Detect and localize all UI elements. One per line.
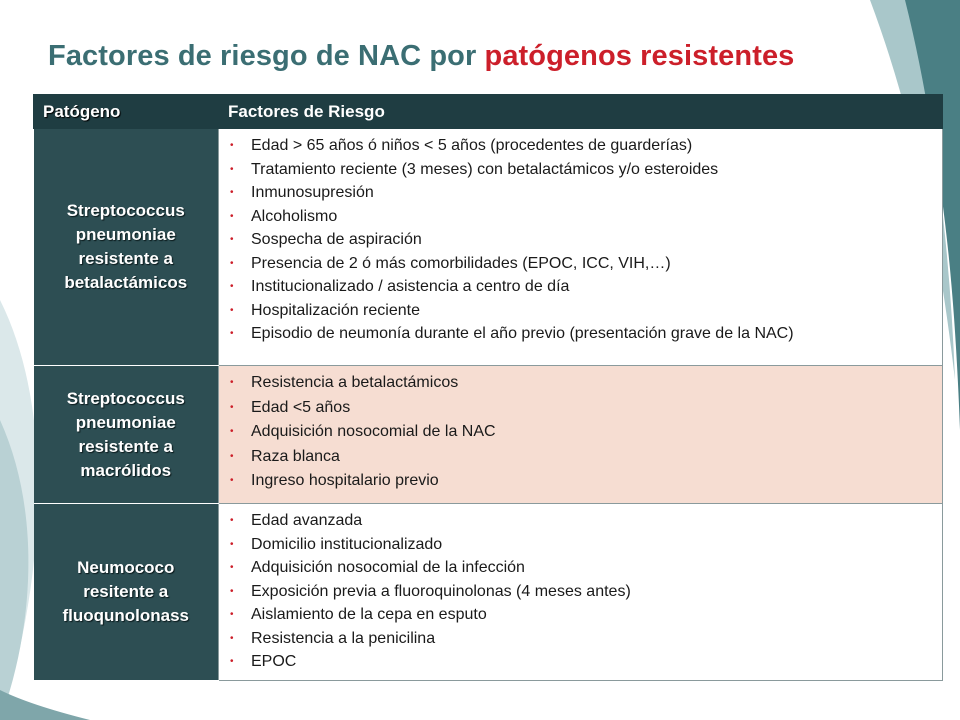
table-row [34, 129, 943, 366]
pathogen-line: Neumococo [77, 558, 175, 577]
pathogen-cell [34, 504, 219, 681]
list-item: • Hospitalización reciente [227, 299, 932, 323]
bottom-left-swoosh [0, 690, 90, 720]
header-pathogen: Patógeno [34, 95, 219, 129]
pathogen-line: pneumoniae [75, 225, 176, 244]
list-item: • Ingreso hospitalario previo [227, 469, 932, 494]
title-accent: patógenos resistentes [484, 40, 795, 72]
header-risk-factors: Factores de Riesgo [219, 95, 943, 129]
list-item: • Adquisición nosocomial de la infección [227, 556, 932, 580]
list-item: • Institucionalizado / asistencia a centro de día [227, 275, 932, 299]
pathogen-line: fluoqunolonass [62, 606, 190, 625]
list-item: • Domicilio institucionalizado [227, 533, 932, 557]
list-item: • Edad <5 años [227, 396, 932, 421]
list-item: • Resistencia a betalactámicos [227, 371, 932, 396]
pathogen-line: resitente a [83, 582, 169, 601]
risk-factor-list [227, 509, 932, 674]
table-header-row [34, 95, 943, 129]
pathogen-line: pneumoniae [75, 412, 176, 432]
list-item: • Sospecha de aspiración [227, 228, 932, 252]
list-item: • Edad > 65 años ó niños < 5 años (procedentes de guarderías) [227, 134, 932, 158]
list-item: • Presencia de 2 ó más comorbilidades (EPOC, ICC, VIH,…) [227, 252, 932, 276]
list-item: • EPOC [227, 650, 932, 674]
pathogen-line: betalactámicos [64, 273, 188, 292]
list-item: • Exposición previa a fluoroquinolonas (4 meses antes) [227, 580, 932, 604]
pathogen-line: resistente a [78, 436, 173, 456]
risk-factors-table [33, 94, 943, 681]
pathogen-cell [34, 366, 219, 504]
list-item: • Tratamiento reciente (3 meses) con betalactámicos y/o esteroides [227, 158, 932, 182]
list-item: • Raza blanca [227, 445, 932, 470]
list-item: • Episodio de neumonía durante el año previo (presentación grave de la NAC) [227, 322, 932, 346]
risk-factors-cell [219, 504, 943, 681]
list-item: • Aislamiento de la cepa en esputo [227, 603, 932, 627]
pathogen-line: Streptococcus [66, 201, 185, 220]
risk-factors-cell [219, 366, 943, 504]
risk-factor-list [227, 371, 932, 494]
list-item: • Inmunosupresión [227, 181, 932, 205]
pathogen-line: resistente a [78, 249, 173, 268]
slide-title [48, 40, 794, 73]
risk-factor-list [227, 134, 932, 346]
table-row [34, 504, 943, 681]
risk-factors-cell [219, 129, 943, 366]
pathogen-line: macrólidos [80, 460, 172, 480]
list-item: • Alcoholismo [227, 205, 932, 229]
list-item: • Adquisición nosocomial de la NAC [227, 420, 932, 445]
title-main: Factores de riesgo de NAC por [48, 40, 485, 72]
list-item: • Resistencia a la penicilina [227, 627, 932, 651]
pathogen-cell [34, 129, 219, 366]
pathogen-line: Streptococcus [66, 388, 185, 408]
list-item: • Edad avanzada [227, 509, 932, 533]
table-row [34, 366, 943, 504]
